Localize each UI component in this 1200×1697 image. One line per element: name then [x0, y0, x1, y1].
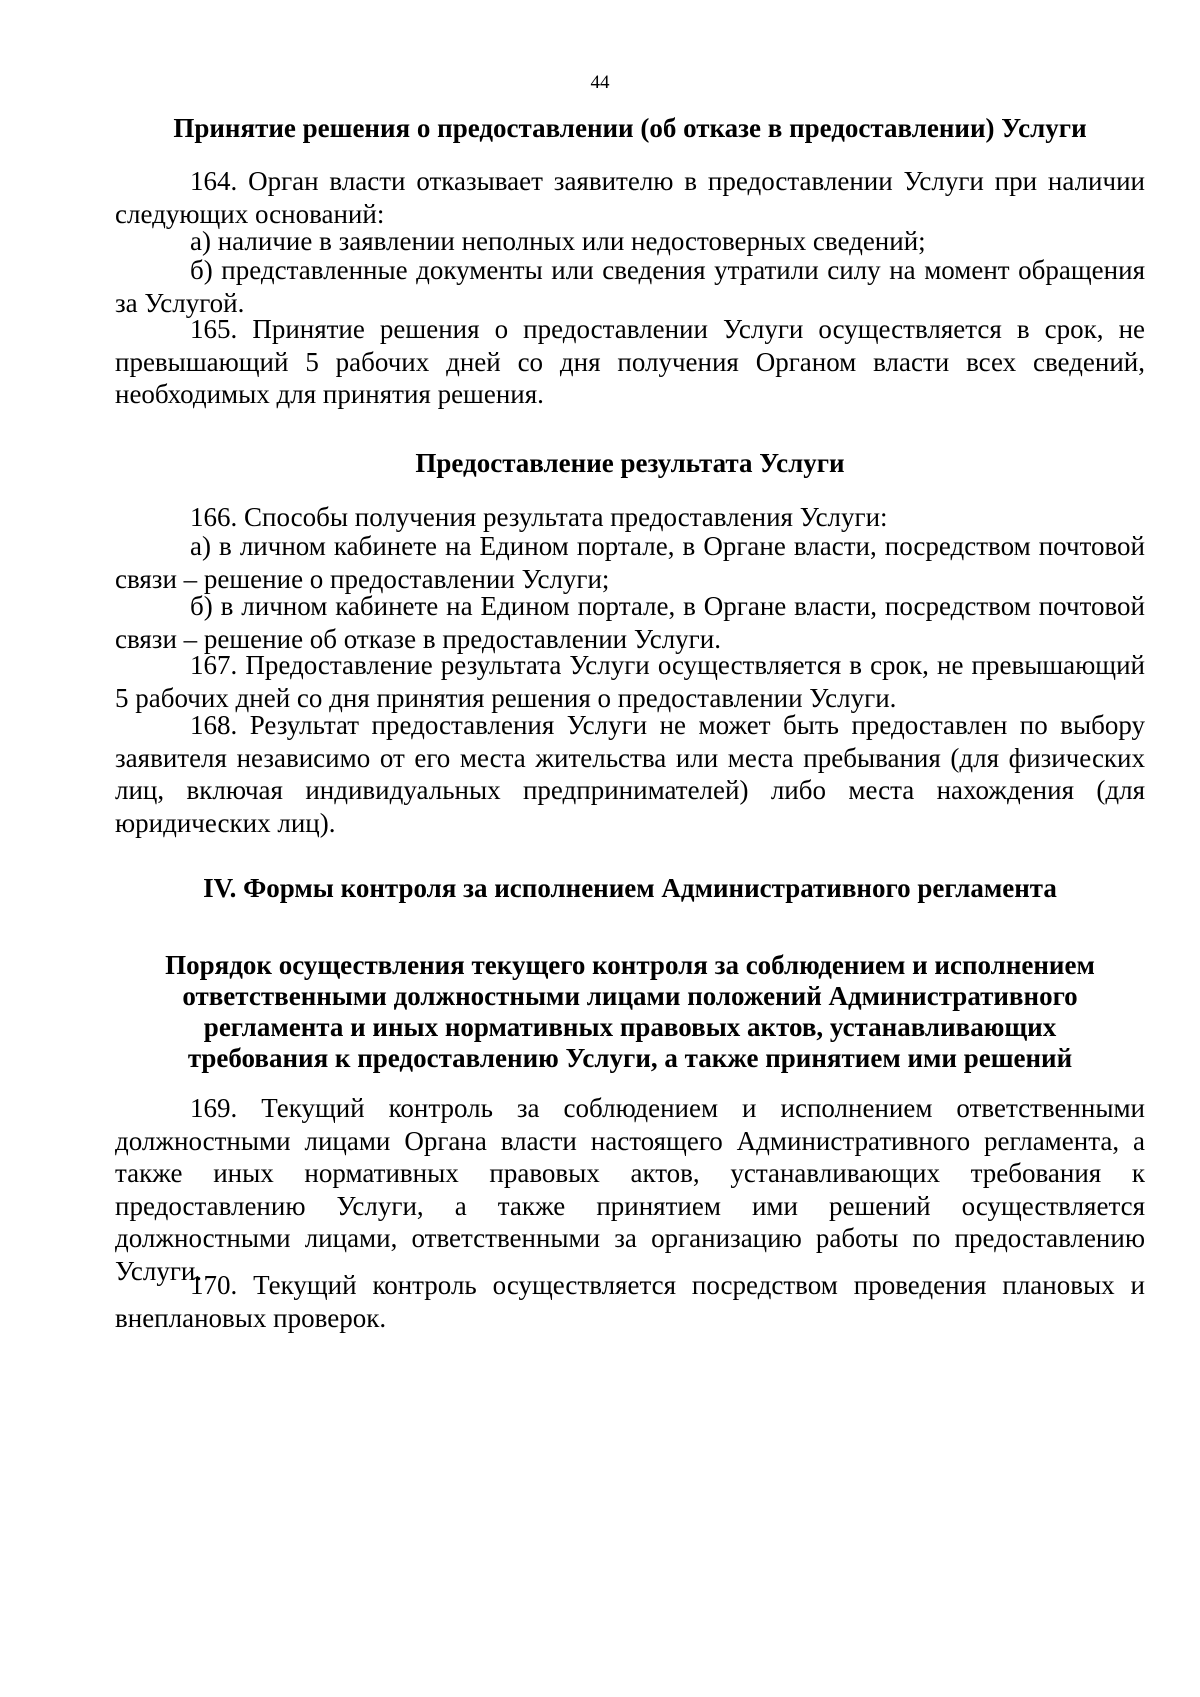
paragraph-164: 164. Орган власти отказывает заявителю в предоставлении Услуги при наличии следующих оснований:: [115, 166, 1145, 229]
section-heading-current-control: [115, 950, 1145, 1074]
paragraph-164-a: а) наличие в заявлении неполных или недостоверных сведений;: [190, 226, 926, 256]
paragraph-166: 166. Способы получения результата предоставления Услуги:: [190, 502, 888, 532]
chapter-heading-iv: IV. Формы контроля за исполнением Административного регламента: [203, 873, 1057, 903]
paragraph-165: 165. Принятие решения о предоставлении Услуги осуществляется в срок, не превышающий 5 рабочих дней со дня получения Органом власти всех сведений, необходимых для принятия решения.: [115, 314, 1145, 409]
paragraph-167: 167. Предоставление результата Услуги осуществляется в срок, не превышающий 5 рабочих дней со дня принятия решения о предоставлении Услуги.: [115, 650, 1145, 713]
heading-line: регламента и иных нормативных правовых актов, устанавливающих: [203, 1012, 1057, 1042]
page-number: 44: [590, 72, 610, 93]
heading-line: требования к предоставлению Услуги, а также принятием ими решений: [187, 1043, 1073, 1073]
paragraph-169: 169. Текущий контроль за соблюдением и исполнением ответственными должностными лицами Органа власти настоящего Административного регламента, а также иных нормативных правовых актов, устанавливающих требования к предоставлению Услуги, а также принятием ими решений осуществляется должностными лицами, ответственными за организацию работы по предоставлению Услуги.: [115, 1093, 1145, 1286]
paragraph-166-a: а) в личном кабинете на Едином портале, в Органе власти, посредством почтовой связи – решение о предоставлении Услуги;: [115, 531, 1145, 594]
paragraph-168: 168. Результат предоставления Услуги не может быть предоставлен по выбору заявителя независимо от его места жительства или места пребывания (для физических лиц, включая индивидуальных предпринимателей) либо места нахождения (для юридических лиц).: [115, 710, 1145, 838]
paragraph-164-b: б) представленные документы или сведения утратили силу на момент обращения за Услугой.: [115, 255, 1145, 318]
paragraph-166-b: б) в личном кабинете на Едином портале, в Органе власти, посредством почтовой связи – решение об отказе в предоставлении Услуги.: [115, 591, 1145, 654]
section-heading-decision: Принятие решения о предоставлении (об отказе в предоставлении) Услуги: [173, 113, 1087, 143]
heading-line: Порядок осуществления текущего контроля за соблюдением и исполнением: [165, 950, 1095, 980]
section-heading-result: Предоставление результата Услуги: [415, 448, 845, 478]
paragraph-170: 170. Текущий контроль осуществляется посредством проведения плановых и внеплановых проверок.: [115, 1270, 1145, 1333]
heading-line: ответственными должностными лицами положений Административного: [182, 981, 1078, 1011]
